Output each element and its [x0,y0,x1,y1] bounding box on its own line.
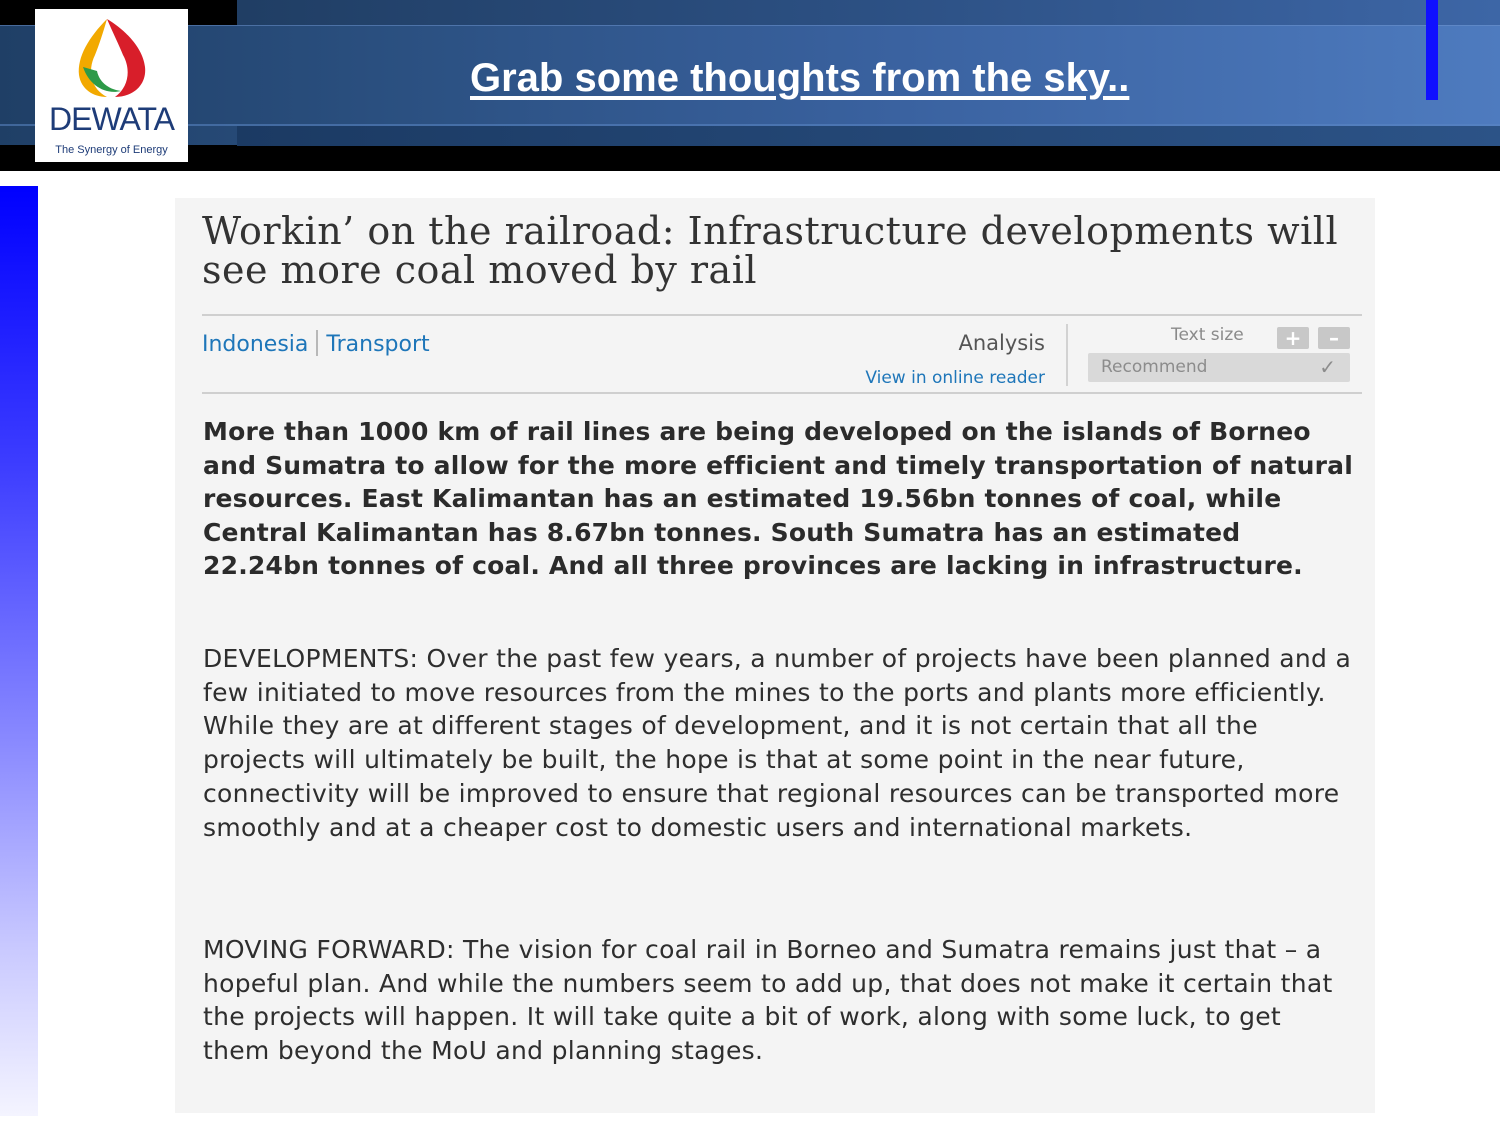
text-size-label: Text size [1171,325,1244,345]
checkmark-icon: ✓ [1319,355,1336,379]
header-top-strip [237,0,1500,25]
accent-bar [1426,0,1438,100]
logo-wordmark: DEWATA [49,101,174,137]
article-category: Analysis [958,331,1045,355]
article-paragraph-developments: DEVELOPMENTS: Over the past few years, a number of projects have been planned and a few initiated to move resources from the mines to the ports and plants more efficiently. While they are at different stages of development, and it is not certain that all the projects will ultimately be built, the hope is that at some point in the near future, connectivity will be improved to ensure that regional resources can be transported more smoothly and at a cheaper cost to domestic users and international markets. [203,644,1352,842]
headline-divider [202,314,1362,316]
toolbar-divider [202,392,1362,394]
article-card [175,198,1375,1113]
article-paragraph-moving-forward: MOVING FORWARD: The vision for coal rail in Borneo and Sumatra remains just that – a hopeful plan. And while the numbers seem to add up, that does not make it certain that the projects will happen. It will take quite a bit of work, along with some luck, to get them beyond the MoU and planning stages. [203,935,1333,1066]
logo-tagline: The Synergy of Energy [55,144,168,156]
left-gradient-bar [0,186,38,1116]
flame-logo-icon [69,15,155,101]
header-divider-top [0,25,1500,26]
article-headline: Workin’ on the railroad: Infrastructure developments will see more coal moved by rail [202,209,1339,292]
dewata-logo [35,9,188,162]
tag-transport-link[interactable]: Transport [326,332,430,357]
tag-indonesia-link[interactable]: Indonesia [202,332,309,357]
view-online-reader-link[interactable]: View in online reader [865,368,1045,388]
recommend-button[interactable] [1088,353,1350,382]
tag-separator [316,330,318,356]
text-size-decrease-button[interactable]: – [1318,327,1350,349]
slide-title: Grab some thoughts from the sky.. [470,56,1130,100]
article-lead: More than 1000 km of rail lines are being developed on the islands of Borneo and Sumatra to allow for the more efficient and timely transportation of natural resources. East Kalimantan has an estimated 19.56bn tonnes of coal, while Central Kalimantan has 8.67bn tonnes. South Sumatra has an estimated 22.24bn tonnes of coal. And all three provinces are lacking in infrastructure. [203,417,1353,581]
header-bottom-strip [237,126,1500,146]
text-size-increase-button[interactable]: + [1277,327,1309,349]
article-tags [202,330,430,357]
toolbar-separator [1066,324,1068,386]
recommend-label: Recommend [1101,357,1208,377]
